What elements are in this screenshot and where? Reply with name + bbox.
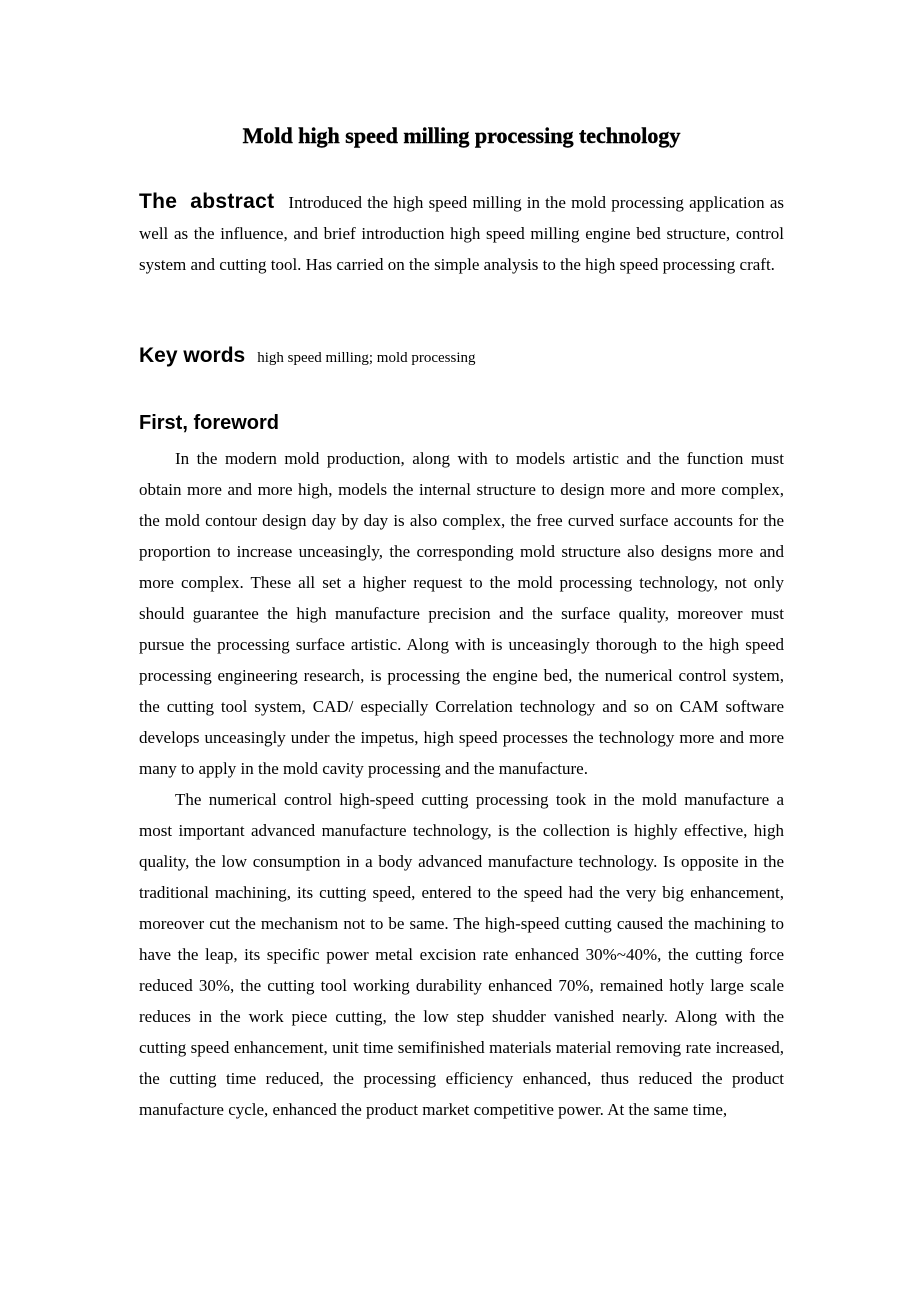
abstract-text: Introduced the high speed milling in the mold processing application as well as the influence, and brief introduction high speed milling engine bed structure, control system and cutting tool. Has carried on the simple analysis to the high speed processing craft. [139, 193, 784, 274]
section-heading: First, foreword [139, 412, 280, 434]
abstract-paragraph [139, 186, 784, 280]
document-title: Mold high speed milling processing technology [242, 123, 681, 148]
keywords-line [139, 340, 784, 374]
abstract-label: The abstract [139, 190, 275, 213]
body-paragraph: In the modern mold production, along with to models artistic and the function must obtain more and more high, models the internal structure to design more and more complex, the mold contour design day by day is also complex, the free curved surface accounts for the proportion to increase unceasingly, the corresponding mold structure also designs more and more complex. These all set a higher request to the mold processing technology, not only should guarantee the high manufacture precision and the surface quality, moreover must pursue the processing surface artistic. Along with is unceasingly thorough to the high speed processing engineering research, is processing the engine bed, the numerical control system, the cutting tool system, CAD/ especially Correlation technology and so on CAM software develops unceasingly under the impetus, high speed processes the technology more and more many to apply in the mold cavity processing and the manufacture. [139, 449, 784, 778]
body-paragraph: The numerical control high-speed cutting processing took in the mold manufacture a most important advanced manufacture technology, is the collection is highly effective, high quality, the low consumption in a body advanced manufacture technology. Is opposite in the traditional machining, its cutting speed, entered to the speed had the very big enhancement, moreover cut the mechanism not to be same. The high-speed cutting caused the machining to have the leap, its specific power metal excision rate enhanced 30%~40%, the cutting force reduced 30%, the cutting tool working durability enhanced 70%, remained hotly large scale reduces in the work piece cutting, the low step shudder vanished nearly. Along with the cutting speed enhancement, unit time semifinished materials material removing rate increased, the cutting time reduced, the processing efficiency enhanced, thus reduced the product manufacture cycle, enhanced the product market competitive power. At the same time, [139, 790, 784, 1119]
keywords-text: high speed milling; mold processing [257, 350, 476, 366]
section-body [139, 443, 784, 1125]
keywords-label: Key words [139, 344, 246, 367]
